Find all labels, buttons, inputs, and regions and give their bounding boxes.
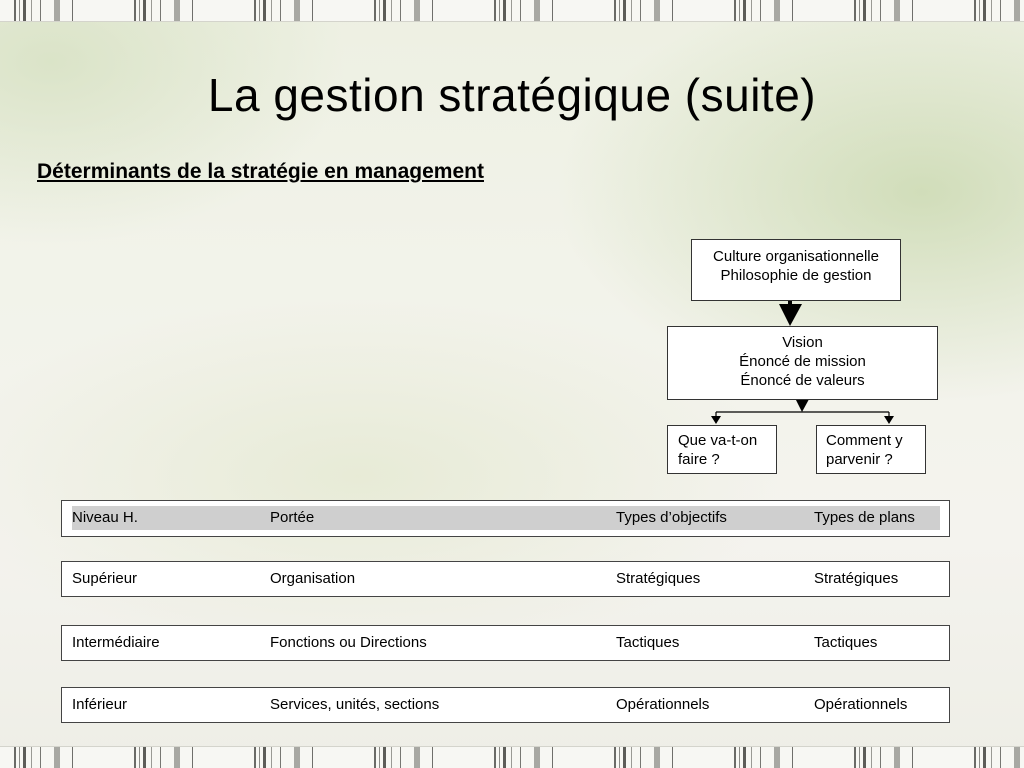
header-objectifs: Types d’objectifs — [616, 509, 727, 526]
vision-line-1: Vision — [782, 334, 823, 351]
culture-line-2: Philosophie de gestion — [720, 267, 872, 284]
comment-line-1: Comment y — [826, 432, 903, 449]
header-niveau: Niveau H. — [72, 509, 138, 526]
row-plans: Tactiques — [814, 634, 878, 651]
decorative-bottom-strip — [0, 746, 1024, 768]
table-row — [61, 561, 950, 597]
comment-box — [816, 425, 926, 474]
header-portee: Portée — [270, 509, 315, 526]
quoi-line-1: Que va-t-on — [678, 432, 758, 449]
row-objectifs: Stratégiques — [616, 570, 701, 587]
slide-subtitle: Déterminants de la stratégie en management — [37, 160, 484, 183]
vision-line-3: Énoncé de valeurs — [740, 372, 865, 389]
arrow-culture-vision-head — [779, 304, 802, 326]
row-objectifs: Tactiques — [616, 634, 680, 651]
vision-box — [667, 326, 938, 400]
row-niveau: Inférieur — [72, 696, 128, 713]
quoi-box — [667, 425, 777, 474]
row-portee: Organisation — [270, 570, 356, 587]
arrow-branch-left-head — [711, 416, 721, 424]
decorative-top-strip — [0, 0, 1024, 22]
row-niveau: Intermédiaire — [72, 634, 160, 651]
culture-line-1: Culture organisationnelle — [713, 248, 879, 265]
arrow-branch-right-head — [884, 416, 894, 424]
table-header-row — [61, 500, 950, 537]
quoi-line-2: faire ? — [678, 451, 720, 468]
row-plans: Opérationnels — [814, 696, 908, 713]
comment-line-2: parvenir ? — [826, 451, 893, 468]
row-portee: Services, unités, sections — [270, 696, 440, 713]
table-row — [61, 687, 950, 723]
header-plans: Types de plans — [814, 509, 915, 526]
culture-box — [691, 239, 901, 301]
vision-line-2: Énoncé de mission — [739, 353, 866, 370]
row-portee: Fonctions ou Directions — [270, 634, 427, 651]
row-objectifs: Opérationnels — [616, 696, 710, 713]
table-row — [61, 625, 950, 661]
row-plans: Stratégiques — [814, 570, 899, 587]
row-niveau: Supérieur — [72, 570, 138, 587]
slide-title: La gestion stratégique (suite) — [207, 69, 817, 121]
